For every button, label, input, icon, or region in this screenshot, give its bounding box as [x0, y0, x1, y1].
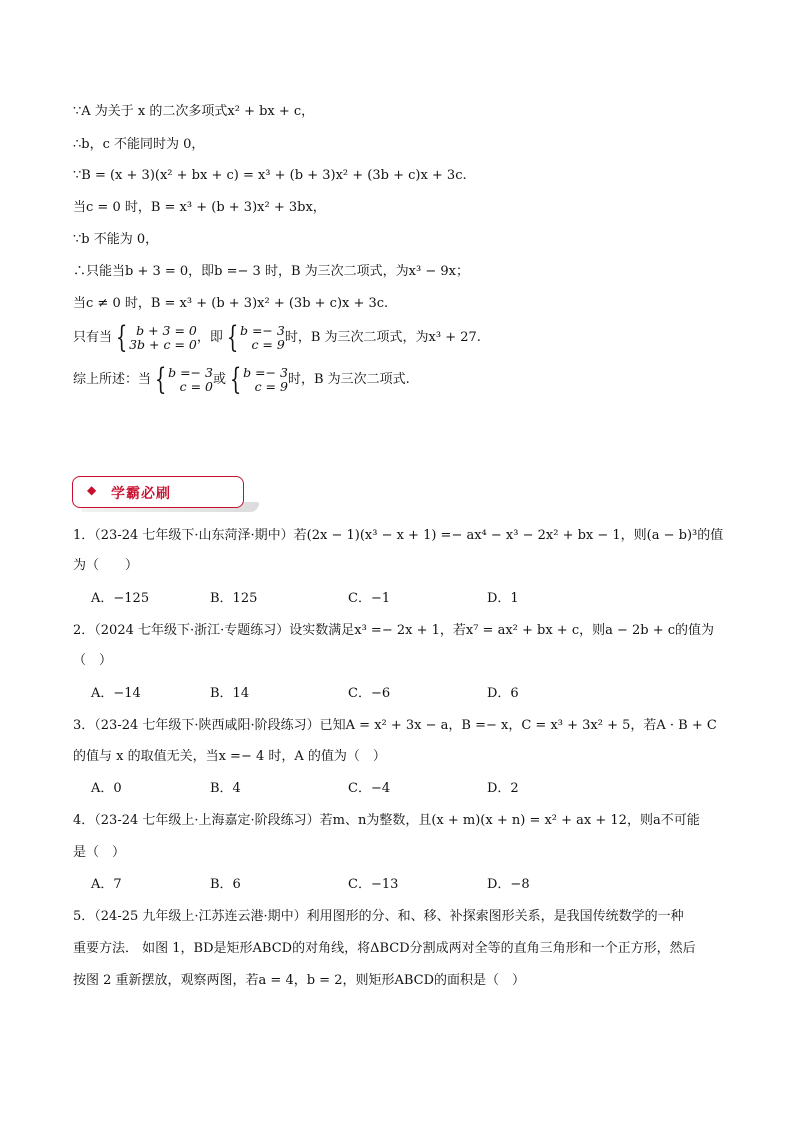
question-2-line-2: （ ）: [73, 653, 113, 668]
diamond-icon: ◆: [87, 483, 97, 497]
question-2-option-c[interactable]: C．−6: [348, 686, 391, 701]
question-5-line-1: 5．（24-25 九年级上·江苏连云港·期中）利用图形的分、和、移、补探索图形关系，是我国传统数学的一种: [73, 909, 684, 924]
solution-line-8-post: 时，B 为三次二项式，为x³ + 27.: [284, 330, 481, 345]
solution-line-4: 当c = 0 时，B = x³ + (b + 3)x² + 3bx，: [73, 200, 326, 215]
system-row: 3b + c = 0: [129, 336, 197, 352]
section-banner: [72, 476, 244, 508]
question-1-line-1: 1．（23-24 七年级下·山东菏泽·期中）若(2x − 1)(x³ − x + 1) =− ax⁴ − x³ − 2x² + bx − 1，则(a − b)³的值: [73, 528, 724, 543]
question-2-line-1: 2．（2024 七年级下·浙江·专题练习）设实数满足x³ =− 2x + 1，若x⁷ = ax² + bx + c，则a − 2b + c的值为: [73, 623, 715, 638]
question-2-option-a[interactable]: A．−14: [91, 686, 141, 701]
question-3-option-a[interactable]: A．0: [91, 781, 122, 796]
question-1-option-a[interactable]: A．−125: [91, 591, 150, 606]
question-5-line-3: 按图 2 重新摆放，观察两图，若a = 4，b = 2，则矩形ABCD的面积是（ ）: [73, 973, 526, 988]
question-3-option-c[interactable]: C．−4: [348, 781, 391, 796]
question-5-line-2: 重要方法． 如图 1，BD是矩形ABCD的对角线，将ΔBCD分割成两对全等的直角三角形和一个正方形，然后: [73, 941, 696, 956]
question-4-option-a[interactable]: A．7: [91, 877, 122, 892]
question-3-line-1: 3．（23-24 七年级下·陕西咸阳·阶段练习）已知A = x² + 3x − a，B =− x，C = x³ + 3x² + 5，若A · B + C: [73, 718, 717, 733]
equation-system-1: { b + 3 = 0 3b + c = 0: [115, 319, 197, 355]
system-row: c = 9: [254, 378, 288, 394]
section-title: 学霸必刷: [111, 486, 171, 502]
system-row: b =− 3: [168, 364, 213, 380]
question-1-option-b[interactable]: B．125: [210, 591, 258, 606]
question-1-line-2: 为（ ）: [73, 558, 139, 573]
system-row: b =− 3: [243, 364, 288, 380]
system-row: b + 3 = 0: [136, 322, 197, 338]
solution-line-1: ∵A 为关于 x 的二次多项式x² + bx + c，: [73, 104, 315, 119]
question-2-option-b[interactable]: B．14: [210, 686, 250, 701]
solution-line-8-pre: 只有当: [73, 330, 113, 345]
question-4-option-d[interactable]: D．−8: [487, 877, 530, 892]
question-2-option-d[interactable]: D．6: [487, 686, 519, 701]
question-4-line-2: 是（ ）: [73, 845, 126, 860]
solution-line-9: [73, 361, 410, 397]
solution-line-8-mid: ，即: [196, 330, 223, 345]
solution-line-5: ∵b 不能为 0，: [73, 232, 159, 247]
question-3-option-b[interactable]: B．4: [210, 781, 241, 796]
question-4-line-1: 4．（23-24 七年级上·上海嘉定·阶段练习）若m、n为整数，且(x + m)(x + n) = x² + ax + 12，则a不可能: [73, 813, 700, 828]
solution-line-7: 当c ≠ 0 时，B = x³ + (b + 3)x² + (3b + c)x + 3c.: [73, 296, 389, 311]
system-row: c = 9: [251, 336, 285, 352]
question-3-option-d[interactable]: D．2: [487, 781, 519, 796]
equation-system-4: { b =− 3 c = 9: [229, 361, 288, 397]
question-4-option-b[interactable]: B．6: [210, 877, 241, 892]
question-1-option-d[interactable]: D．1: [487, 591, 519, 606]
solution-line-9-pre: 综上所述：当: [73, 372, 152, 387]
question-1-option-c[interactable]: C．−1: [348, 591, 391, 606]
solution-line-9-mid: 或: [212, 372, 226, 387]
equation-system-2: { b =− 3 c = 9: [226, 319, 285, 355]
solution-line-3: ∵B = (x + 3)(x² + bx + c) = x³ + (b + 3)x² + (3b + c)x + 3c.: [73, 168, 467, 183]
solution-line-6: ∴只能当b + 3 = 0，即b =− 3 时，B 为三次二项式，为x³ − 9x；: [73, 264, 469, 279]
solution-line-9-post: 时，B 为三次二项式.: [287, 372, 410, 387]
solution-line-2: ∴b，c 不能同时为 0，: [73, 137, 205, 152]
system-row: b =− 3: [239, 322, 285, 338]
question-3-line-2: 的值与 x 的取值无关，当x =− 4 时，A 的值为（ ）: [73, 749, 386, 764]
equation-system-3: { b =− 3 c = 0: [154, 361, 213, 397]
system-row: c = 0: [179, 378, 213, 394]
question-4-option-c[interactable]: C．−13: [348, 877, 399, 892]
solution-line-8: [73, 319, 481, 355]
